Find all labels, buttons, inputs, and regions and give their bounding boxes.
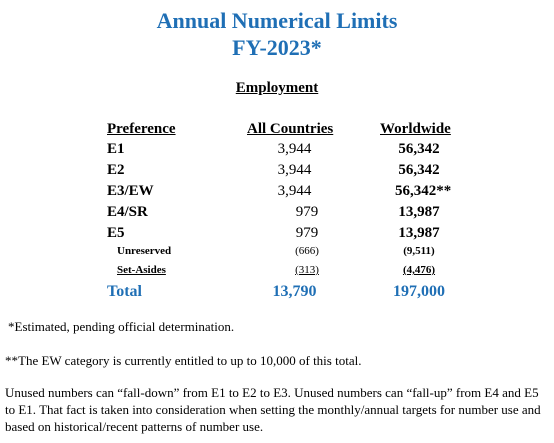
- table-row-set-asides: [0, 264, 554, 283]
- worldwide-cell: 56,342: [398, 141, 440, 157]
- column-header-all-countries: All Countries: [247, 121, 334, 137]
- all-countries-cell: 979: [295, 225, 319, 241]
- worldwide-cell: 13,987: [398, 225, 440, 241]
- all-countries-cell: 3,944: [277, 162, 312, 178]
- preference-cell: E4/SR: [107, 204, 148, 220]
- preference-cell: Unreserved: [117, 245, 172, 257]
- worldwide-cell: 56,342**: [395, 183, 452, 199]
- fiscal-year-title: FY-2023*: [232, 35, 322, 60]
- all-countries-cell: 3,944: [277, 141, 312, 157]
- all-countries-cell: 13,790: [272, 283, 317, 300]
- table-row-e4-sr: [0, 204, 554, 223]
- table-row-e3-ew: [0, 183, 554, 202]
- table-row-unreserved: [0, 245, 554, 264]
- worldwide-cell: 56,342: [398, 162, 440, 178]
- worldwide-cell: 13,987: [398, 204, 440, 220]
- preference-cell: E1: [107, 141, 125, 157]
- page-title: Annual Numerical Limits: [156, 8, 398, 33]
- all-countries-cell: 3,944: [277, 183, 312, 199]
- all-countries-cell: (313): [295, 264, 319, 276]
- column-header-preference: Preference: [107, 121, 176, 137]
- table-row-e2: [0, 162, 554, 181]
- section-heading-employment: Employment: [235, 80, 319, 96]
- worldwide-cell: (9,511): [403, 245, 435, 257]
- preference-cell: Set-Asides: [117, 264, 166, 276]
- table-row-e5: [0, 225, 554, 244]
- table-row-e1: [0, 141, 554, 160]
- all-countries-cell: (666): [295, 245, 319, 257]
- worldwide-cell: 197,000: [393, 283, 445, 300]
- preference-cell: E5: [107, 225, 125, 241]
- column-header-worldwide: Worldwide: [380, 121, 451, 137]
- table-row-total: [0, 283, 554, 302]
- preference-cell: E3/EW: [107, 183, 154, 199]
- note-fall-down-fall-up: Unused numbers can “fall-down” from E1 to E2 to E3. Unused numbers can “fall-up” from E4 and E5 to E1. That fact is taken into consideration when setting the monthly/annual targets for number use and based on historical/recent patterns of number use.: [5, 385, 541, 434]
- footnote-ew-category: **The EW category is currently entitled to up to 10,000 of this total.: [5, 353, 362, 368]
- worldwide-cell: (4,476): [402, 264, 436, 276]
- preference-cell: E2: [107, 162, 125, 178]
- footnote-estimated: *Estimated, pending official determination.: [8, 319, 235, 334]
- preference-cell: Total: [107, 283, 142, 300]
- all-countries-cell: 979: [295, 204, 319, 220]
